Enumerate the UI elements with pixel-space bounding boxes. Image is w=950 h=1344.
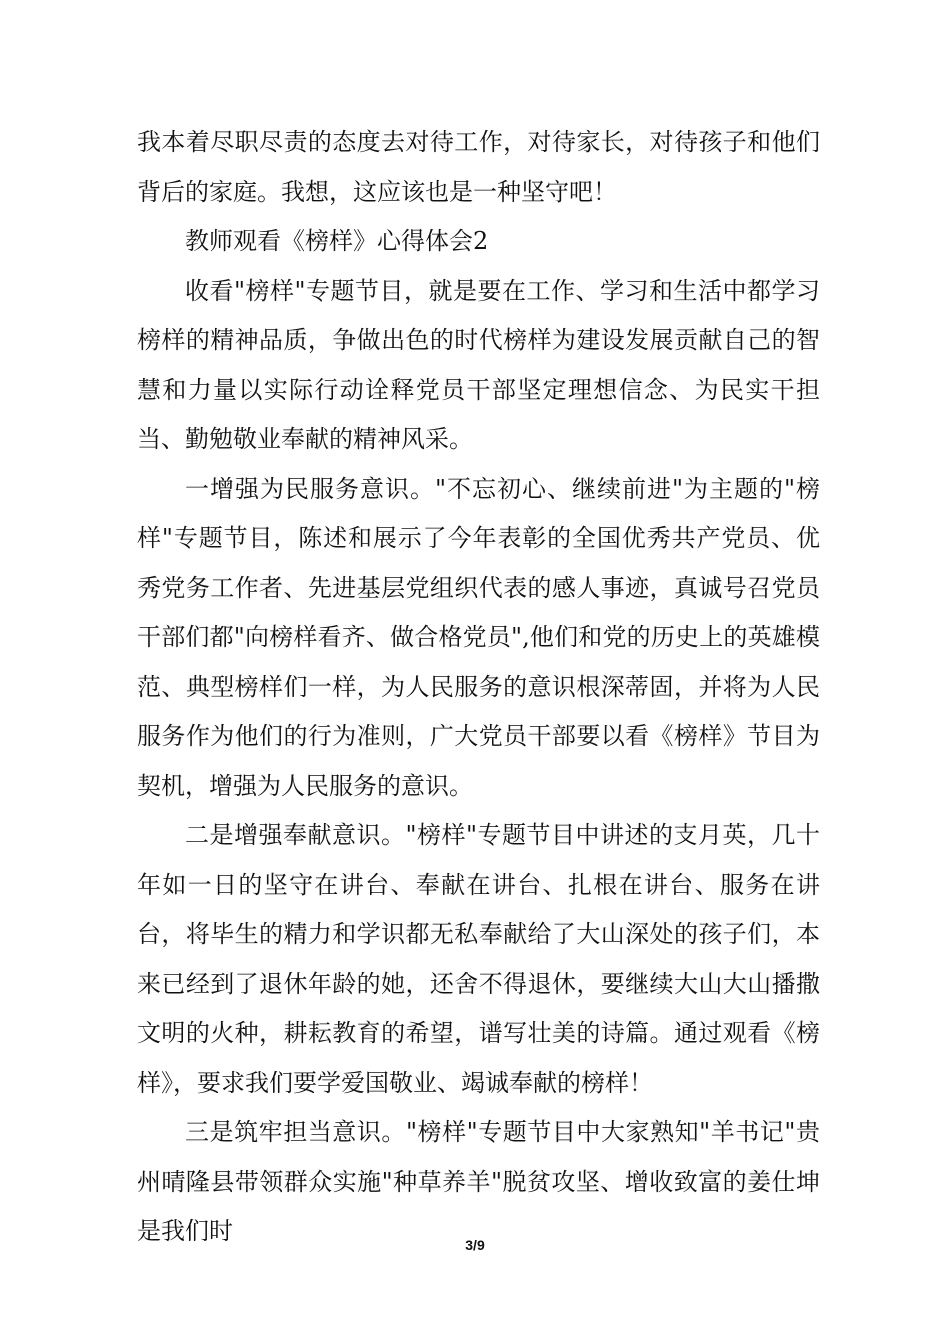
section-heading: 教师观看《榜样》心得体会2 bbox=[185, 227, 489, 255]
paragraph-point-2: 二是增强奉献意识。"榜样"专题节目中讲述的支月英，几十年如一日的坚守在讲台、奉献在讲台、扎根在讲台、服务在讲台，将毕生的精力和学识都无私奉献给了大山深处的孩子们，本来已经到了退休年龄的她，还舍不得退休，要继续大山大山播撒文明的火种，耕耘教育的希望，谱写壮美的诗篇。通过观看《榜样》，要求我们要学爱国敬业、竭诚奉献的榜样！ bbox=[137, 821, 820, 1097]
paragraph-intro: 收看"榜样"专题节目，就是要在工作、学习和生活中都学习榜样的精神品质，争做出色的时代榜样为建设发展贡献自己的智慧和力量以实际行动诠释党员干部坚定理想信念、为民实干担当、勤勉敬业奉献的精神风采。 bbox=[137, 276, 820, 453]
page-number: 3/9 bbox=[465, 1237, 485, 1253]
paragraph-point-3: 三是筑牢担当意识。"榜样"专题节目中大家熟知"羊书记"贵州晴隆县带领群众实施"种草养羊"脱贫攻坚、增收致富的姜仕坤是我们时 bbox=[137, 1118, 820, 1245]
paragraph-point-1: 一增强为民服务意识。"不忘初心、继续前进"为主题的"榜样"专题节目，陈述和展示了今年表彰的全国优秀共产党员、优秀党务工作者、先进基层党组织代表的感人事迹，真诚号召党员干部们都"向榜样看齐、做合格党员",他们和党的历史上的英雄模范、典型榜样们一样，为人民服务的意识根深蒂固，并将为人民服务作为他们的行为准则，广大党员干部要以看《榜样》节目为契机，增强为人民服务的意识。 bbox=[137, 474, 820, 800]
document-body bbox=[137, 118, 820, 1257]
paragraph-continuation: 我本着尽职尽责的态度去对待工作，对待家长，对待孩子和他们背后的家庭。我想，这应该也是一种坚守吧！ bbox=[137, 128, 820, 206]
